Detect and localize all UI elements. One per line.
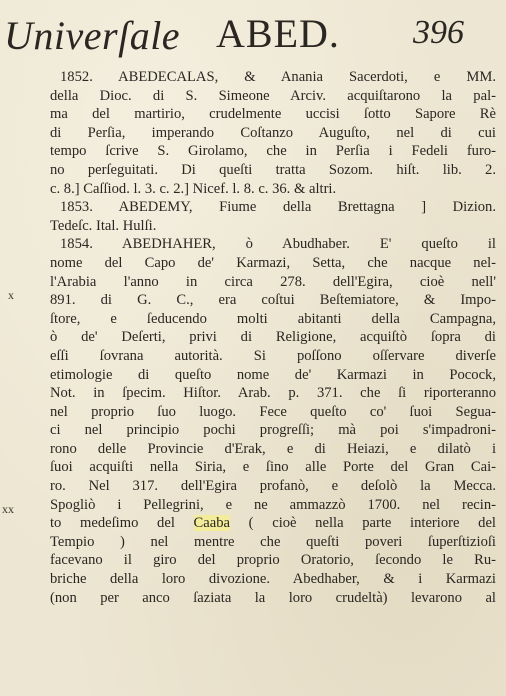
text-line: ro. Nel 317. dell'Egira profanò, e deſolò la Mecca.: [50, 478, 496, 495]
text-line: c. 8.] Caſſiod. l. 3. c. 2.] Nicef. l. 8. c. 36. & altri.: [50, 180, 337, 197]
text-line: briche della loro divozione. Abedhaber, & i Karmazi: [50, 571, 496, 588]
text-line: (non per anco ſaziata la loro crudeltà) levarono al: [50, 589, 496, 606]
text-line: Not. in ſpecim. Hiſtor. Arab. p. 371. che ſi riporteranno: [50, 385, 496, 402]
running-title: Univerſale: [4, 13, 181, 58]
text-line: Spogliò i Pellegrini, e ne ammazzò 1700. nel recin-: [50, 496, 496, 513]
text-line: ſtore, e ſeducendo molti abitanti della Campagna,: [50, 310, 496, 327]
text-line: 1853. ABEDEMY, Fiume della Brettagna ] Dizion.: [60, 199, 496, 216]
text-line: 1854. ABEDHAHER, ò Abudhaber. E' queſto il: [60, 236, 496, 253]
section-letters: ABED.: [216, 11, 340, 56]
text-line: ma del martirio, crudelmente uccisi ſotto Sapore Rè: [50, 106, 496, 123]
text-line: eſſi ſovrana autorità. Si poſſono oſſervare diverſe: [50, 347, 496, 364]
text-line: 891. di G. C., era coſtui Beſtemiatore, & Impo-: [50, 292, 496, 309]
text-line: facevano il giro del proprio Oratorio, ſecondo le Ru-: [50, 552, 496, 569]
page-header: [4, 10, 500, 58]
text-line: nel proprio ſuo luogo. Fece queſto co' ſuoi Segua-: [50, 403, 496, 420]
highlight-mark: Caaba: [193, 515, 231, 532]
text-line: ci nel principio pochi progreſſi; mà poi s'impadroni-: [50, 422, 496, 439]
margin-note-x: x: [8, 288, 14, 302]
text-column: [50, 68, 496, 607]
text-line: della Dioc. di S. Simeone Arciv. acquiſtarono la pal-: [50, 87, 496, 104]
text-line: l'Arabia l'anno in circa 278. dell'Egira, cioè nell': [50, 273, 496, 290]
text-line: etimologie di queſto nome de' Karmazi in Pocock,: [50, 366, 496, 383]
text-line: nome del Capo de' Karmazi, Setta, che nacque nel-: [50, 254, 496, 271]
text-line: ò de' Deſerti, privi di Religione, acquiſtò ſopra di: [50, 329, 496, 346]
text-line: Tedeſc. Ital. Hulſi.: [50, 217, 157, 234]
text-line: tempo ſcrive S. Girolamo, che in Perſia i Fedeli furo-: [50, 143, 496, 160]
text-line: 1852. ABEDECALAS, & Anania Sacerdoti, e MM.: [60, 69, 496, 85]
text-line: di Perſia, imperando Coſtanzo Auguſto, nel di cui: [50, 124, 496, 141]
text-line: rono delle Provincie d'Erak, e di Heiazi, e dilatò i: [50, 440, 496, 457]
text-line: no perſeguitati. Di queſti tratta Sozom. hiſt. lib. 2.: [50, 161, 496, 178]
text-line: Tempio ) nel mentre che queſti poveri ſuperſtizioſi: [50, 533, 496, 550]
margin-note-xx: xx: [2, 502, 14, 516]
text-line-highlighted: to medeſimo del Caaba ( cioè nella parte interiore del: [50, 515, 496, 532]
page-number: 396: [413, 14, 464, 51]
text-line: ſuoi acquiſti nella Siria, e ſino alle Porte del Gran Cai-: [50, 459, 496, 476]
